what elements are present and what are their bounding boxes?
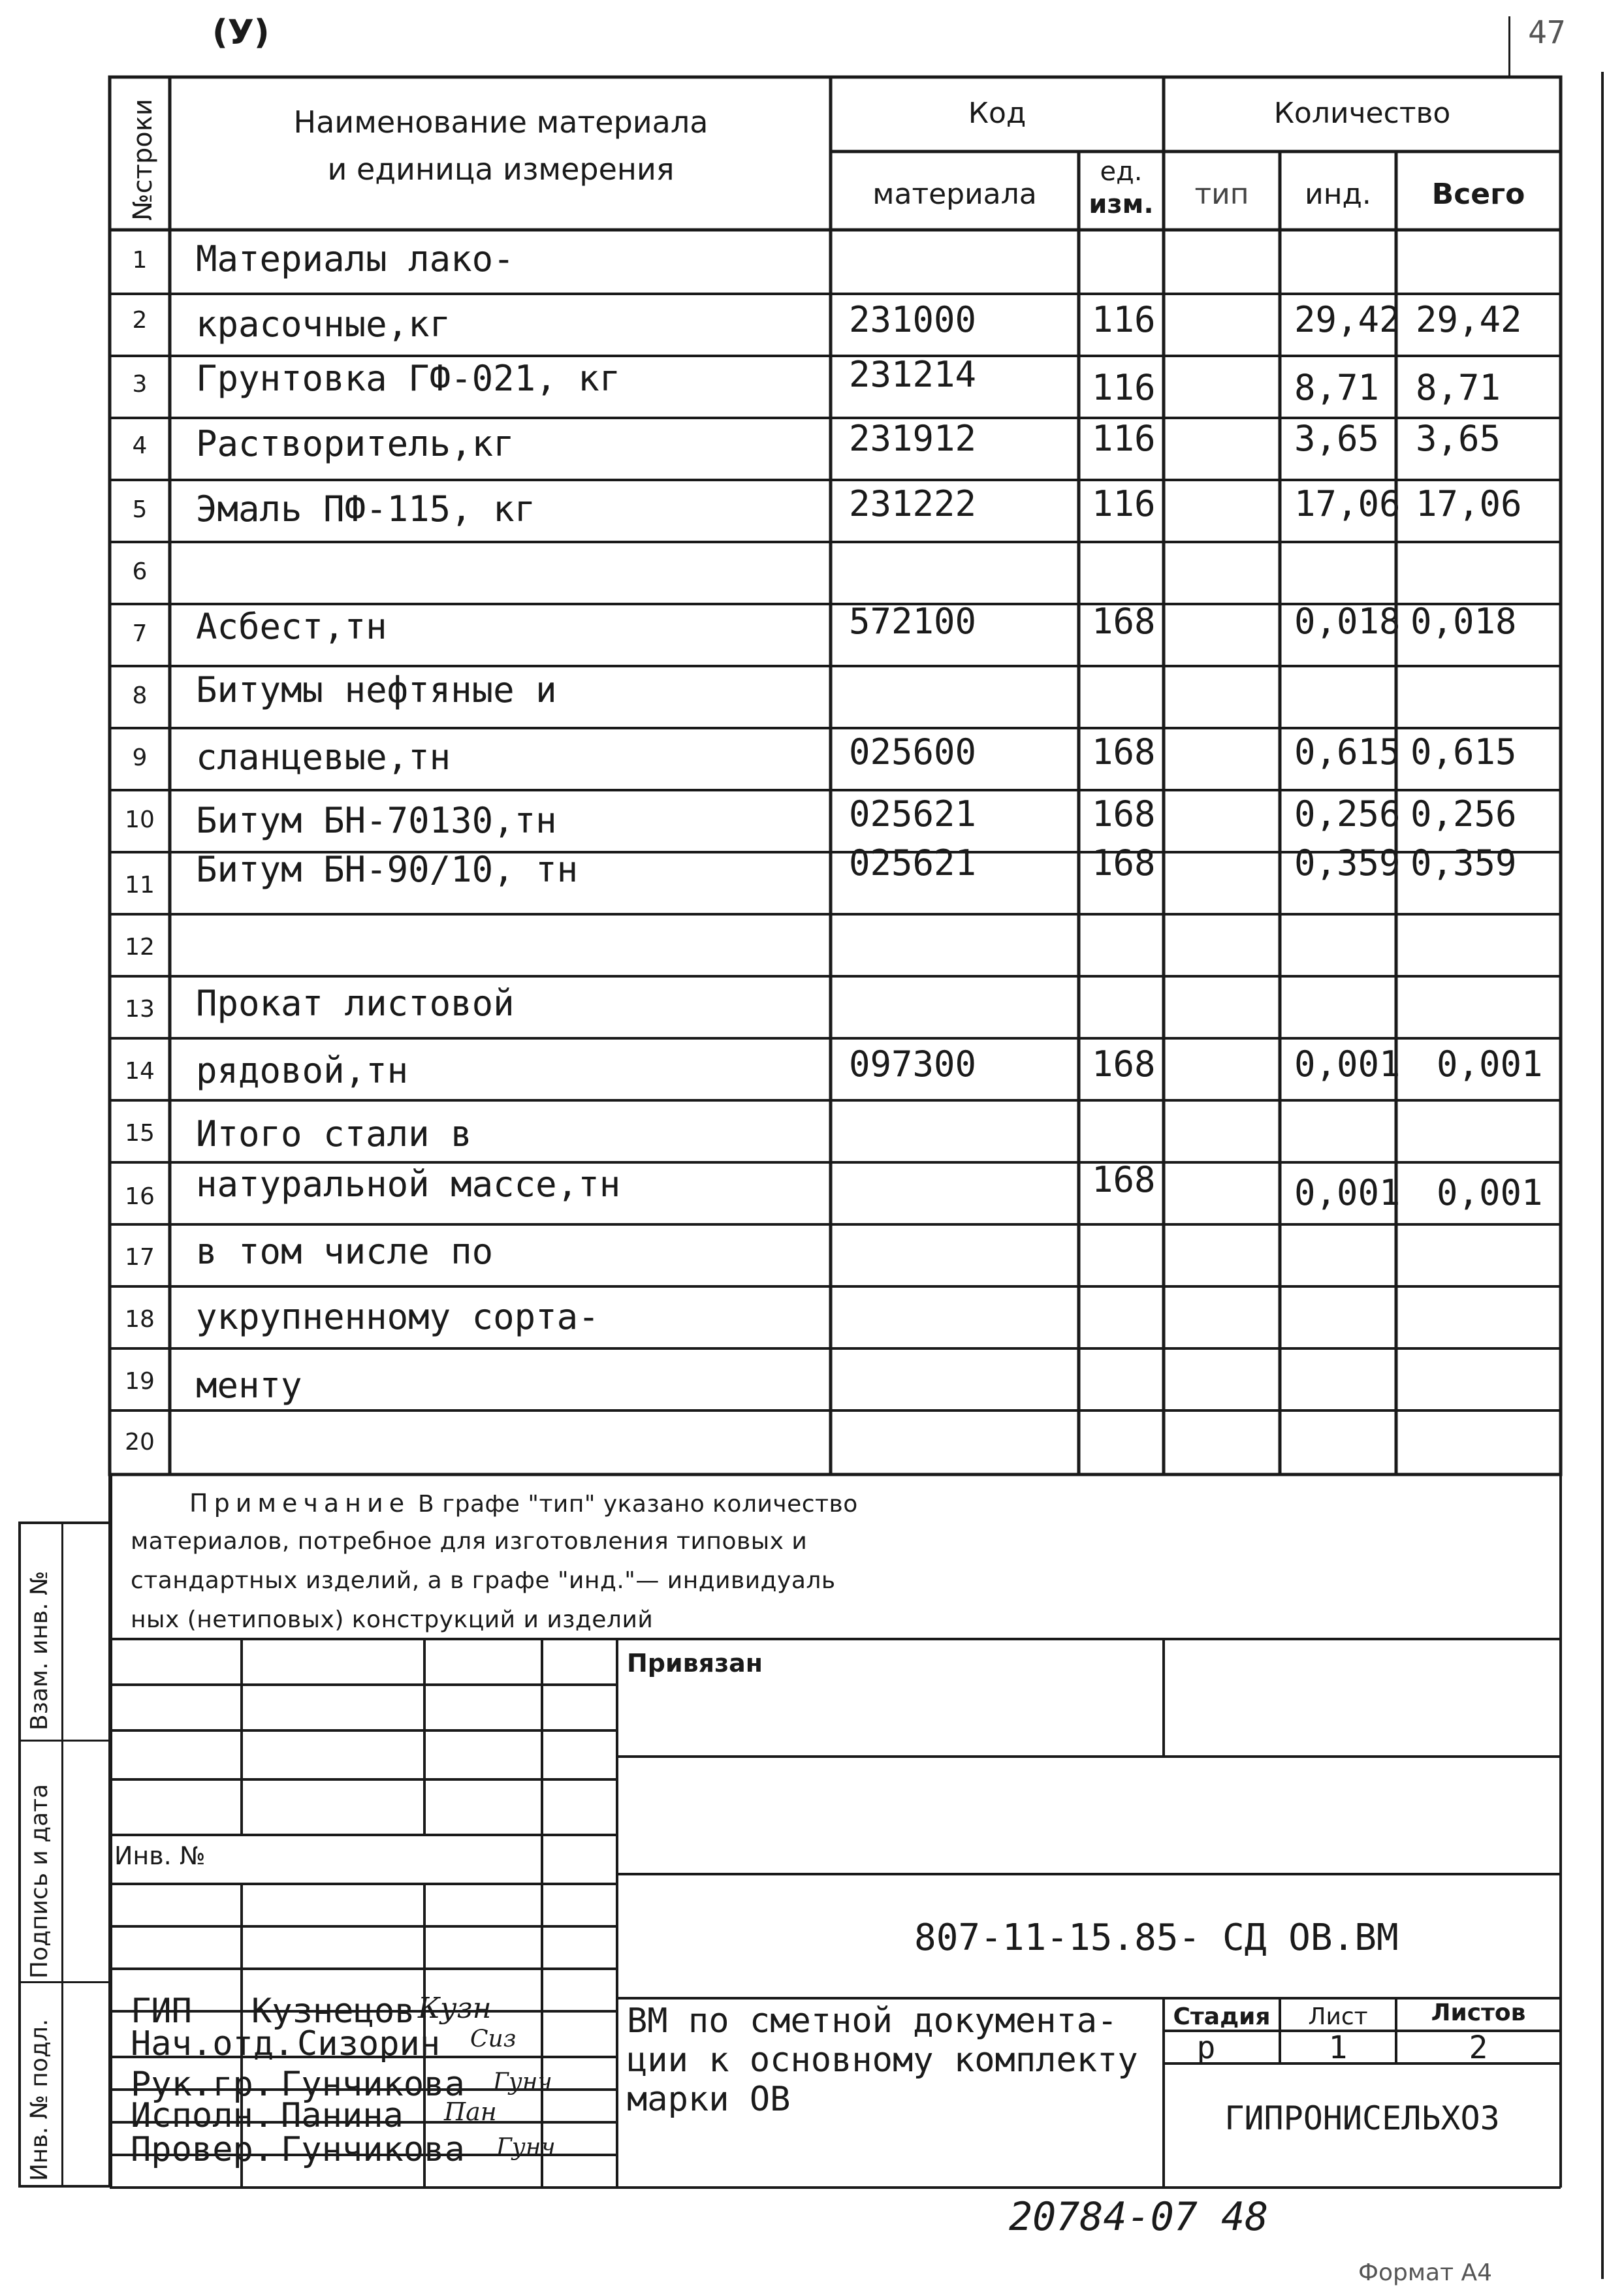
signer-role: Рук.гр.: [131, 2065, 274, 2104]
signer-role: Нач.отд.: [131, 2024, 295, 2063]
row-total: 17,06: [1416, 483, 1522, 524]
note-line-3: стандартных изделий, а в графе "инд."— индивидуаль: [131, 1567, 836, 1594]
row-ind: 17,06: [1294, 483, 1401, 524]
row-name: Асбест,тн: [196, 606, 387, 647]
row-number: 13: [125, 996, 155, 1023]
note-line-1-text: В графе "тип" указано количество: [410, 1491, 858, 1518]
header-row-no: №строки: [128, 99, 158, 221]
row-total: 0,001: [1437, 1043, 1543, 1085]
signature: Гунч: [493, 2069, 552, 2095]
page-number: 47: [1528, 14, 1566, 51]
signature: Гунч: [496, 2134, 556, 2161]
header-unit-line1: ед.: [1100, 157, 1143, 187]
row-unit: 168: [1092, 601, 1156, 642]
signer-name: Гунчикова: [281, 2130, 465, 2169]
row-number: 19: [125, 1368, 155, 1395]
row-ind: 3,65: [1294, 418, 1380, 459]
row-name: Прокат листовой: [196, 983, 515, 1024]
row-unit: 168: [1092, 731, 1156, 773]
row-total: 0,018: [1410, 601, 1517, 642]
row-number: 17: [125, 1244, 155, 1271]
signature: Пан: [444, 2097, 497, 2126]
row-unit: 168: [1092, 842, 1156, 884]
row-total: 0,256: [1410, 793, 1517, 835]
row-number: 11: [125, 872, 155, 899]
row-name: укрупненному сорта-: [196, 1296, 599, 1337]
signature: Сиз: [470, 2026, 517, 2052]
row-number: 6: [132, 558, 148, 585]
row-code: 097300: [849, 1043, 977, 1085]
row-unit: 116: [1092, 483, 1156, 524]
row-code: 231912: [849, 418, 977, 459]
row-number: 1: [132, 247, 148, 274]
format-label: Формат А4: [1358, 2259, 1493, 2286]
row-unit: 116: [1092, 418, 1156, 459]
row-name: Растворитель,кг: [196, 423, 515, 464]
row-number: 4: [132, 432, 148, 459]
note-label: Примечание: [189, 1489, 411, 1518]
header-unit-line2: изм.: [1089, 189, 1154, 219]
note-line-2: материалов, потребное для изготовления типовых и: [131, 1528, 808, 1555]
sheet-label: Лист: [1308, 2003, 1368, 2030]
signature: Кузн: [418, 1992, 492, 2025]
header-quantity: Количество: [1273, 97, 1451, 130]
side-label-vzam: Взам. инв. №: [26, 1570, 53, 1730]
row-code: 572100: [849, 601, 977, 642]
row-ind: 0,001: [1294, 1043, 1401, 1085]
row-name: Грунтовка ГФ-021, кг: [196, 358, 621, 399]
side-label-podpis: Подпись и дата: [26, 1783, 53, 1979]
row-name: сланцевые,тн: [196, 737, 451, 778]
row-unit: 168: [1092, 1159, 1156, 1200]
row-number: 20: [125, 1429, 155, 1456]
row-total: 0,001: [1437, 1172, 1543, 1213]
row-name: рядовой,тн: [196, 1050, 409, 1091]
row-code: 025621: [849, 842, 977, 884]
row-code: 025600: [849, 731, 977, 773]
signer-role: Исполн.: [131, 2096, 274, 2135]
row-name: Материалы лако-: [196, 238, 515, 279]
row-number: 18: [125, 1306, 155, 1333]
row-unit: 168: [1092, 793, 1156, 835]
privyazan-label: Привязан: [627, 1649, 763, 1678]
header-total: Всего: [1431, 178, 1525, 211]
sheet-value: 1: [1328, 2030, 1348, 2066]
sheets-label: Листов: [1431, 1999, 1526, 2026]
row-name: Битум БН-90/10, тн: [196, 849, 579, 890]
row-number: 5: [132, 496, 148, 523]
doc-title-line1: ВМ по сметной документа-: [627, 2001, 1118, 2041]
row-name: в том числе по: [196, 1231, 494, 1272]
row-total: 0,359: [1410, 842, 1517, 884]
signer-role: ГИП: [131, 1992, 192, 2031]
row-unit: 168: [1092, 1043, 1156, 1085]
row-name: менту: [196, 1365, 302, 1406]
doc-title-line2: ции к основному комплекту: [627, 2041, 1138, 2080]
row-name: натуральной массе,тн: [196, 1164, 621, 1205]
row-total: 29,42: [1416, 299, 1522, 340]
row-name: красочные,кг: [196, 304, 451, 345]
row-unit: 116: [1092, 299, 1156, 340]
doc-code: 807-11-15.85- СД ОВ.ВМ: [914, 1917, 1399, 1959]
header-name-line1: Наименование материала: [293, 104, 709, 140]
row-ind: 0,256: [1294, 793, 1401, 835]
row-number: 15: [125, 1120, 155, 1147]
row-number: 14: [125, 1058, 155, 1085]
signer-name: Гунчикова: [281, 2065, 465, 2104]
row-ind: 0,018: [1294, 601, 1401, 642]
organization: ГИПРОНИСЕЛЬХОЗ: [1224, 2099, 1500, 2137]
row-number: 3: [132, 371, 148, 398]
row-number: 12: [125, 934, 155, 961]
row-number: 16: [125, 1183, 155, 1210]
header-code: Код: [968, 97, 1027, 130]
header-ind: инд.: [1305, 178, 1371, 211]
doc-title-line3: марки ОВ: [627, 2080, 791, 2119]
row-ind: 0,001: [1294, 1172, 1401, 1213]
signer-name: Кузнецов: [251, 1992, 415, 2031]
row-ind: 8,71: [1294, 367, 1380, 408]
row-total: 0,615: [1410, 731, 1517, 773]
row-ind: 0,615: [1294, 731, 1401, 773]
row-unit: 116: [1092, 367, 1156, 408]
bottom-number: 20784-07 48: [1009, 2194, 1269, 2240]
row-name: Битум БН-70130,тн: [196, 800, 557, 841]
signer-role: Провер.: [131, 2130, 274, 2169]
row-name: Битумы нефтяные и: [196, 669, 557, 710]
header-material: материала: [872, 178, 1037, 211]
signer-name: Панина: [281, 2096, 404, 2135]
inv-no-label: Инв. №: [114, 1841, 206, 1870]
side-label-inv-podl: Инв. № подл.: [26, 2018, 53, 2181]
row-total: 3,65: [1416, 418, 1501, 459]
sheets-value: 2: [1469, 2030, 1488, 2066]
stage-label: Стадия: [1173, 2003, 1271, 2030]
row-number: 8: [132, 682, 148, 709]
row-ind: 0,359: [1294, 842, 1401, 884]
top-mark: (У): [212, 13, 270, 52]
row-ind: 29,42: [1294, 299, 1401, 340]
note-line-4: ных (нетиповых) конструкций и изделий: [131, 1606, 654, 1633]
row-total: 8,71: [1416, 367, 1501, 408]
row-code: 231222: [849, 483, 977, 524]
row-number: 10: [125, 806, 155, 833]
row-number: 2: [132, 307, 148, 334]
row-name: Итого стали в: [196, 1113, 472, 1155]
row-name: Эмаль ПФ-115, кг: [196, 488, 536, 530]
row-code: 231214: [849, 354, 977, 395]
signer-name: Сизорин: [297, 2024, 441, 2063]
row-number: 9: [132, 744, 148, 771]
stage-value: р: [1196, 2030, 1216, 2066]
row-code: 231000: [849, 299, 977, 340]
row-code: 025621: [849, 793, 977, 835]
row-number: 7: [132, 620, 148, 647]
header-type: тип: [1194, 178, 1249, 211]
header-name-line2: и единица измерения: [327, 151, 675, 187]
